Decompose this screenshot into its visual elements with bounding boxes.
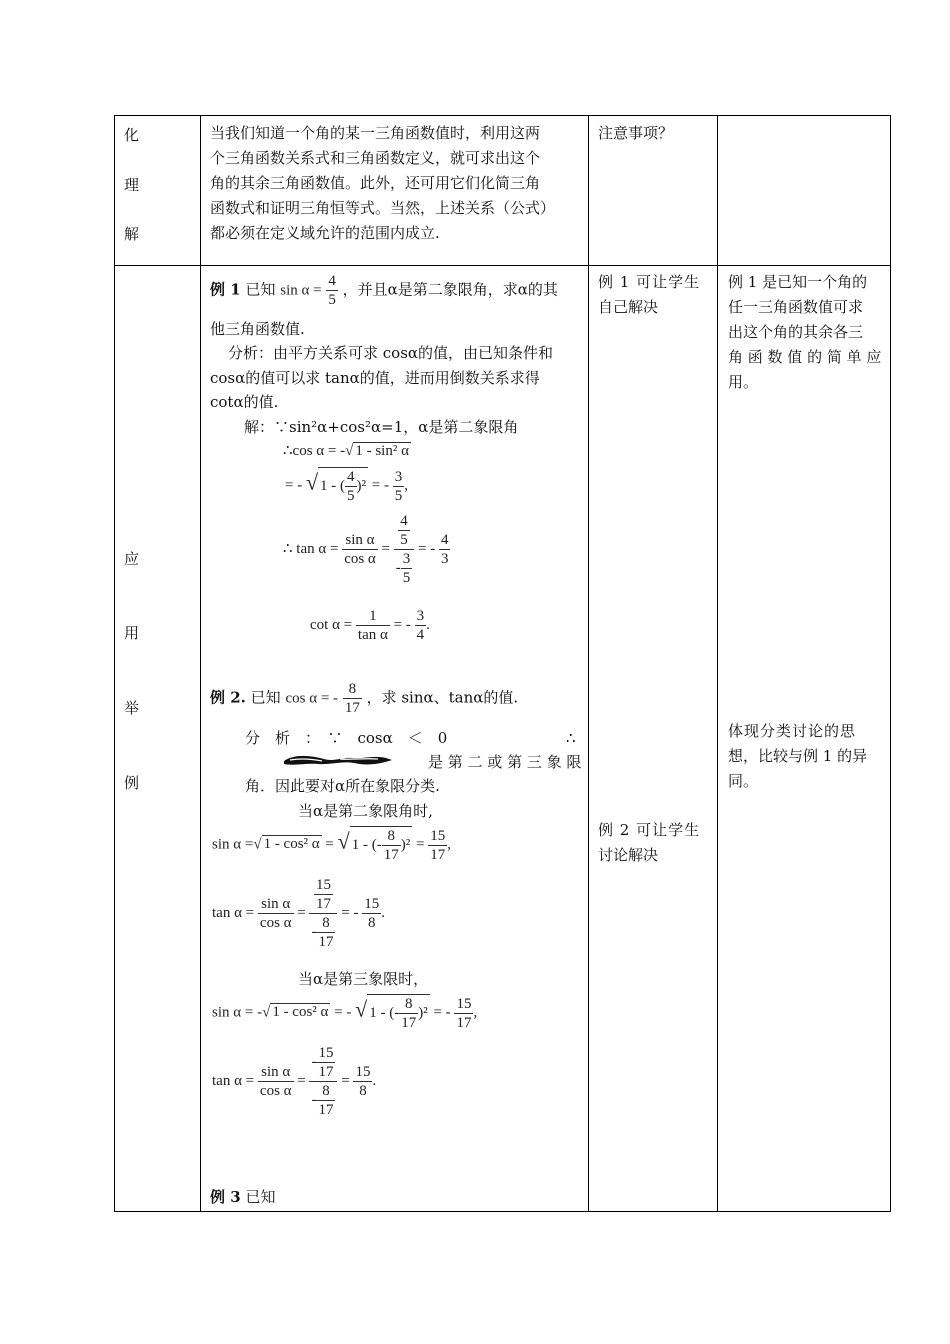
ex2-c3-radical (367, 994, 430, 1032)
ex1-step4-result (415, 607, 427, 644)
ex2-c2-8: 8 (316, 914, 335, 933)
table-border-left (114, 115, 115, 1212)
ex2-c3-cos: cos α (259, 1083, 292, 1099)
ex2-c3-sin-lhs: sin α = - (212, 1004, 263, 1021)
ex1-step3-5: 5 (400, 532, 408, 548)
row1-text-line: 角的其余三角函数值。此外，还可用它们化简三角 (210, 174, 541, 192)
ex1-step4-lhs: cot α = (310, 616, 353, 633)
ex2-ask: ，求 sinα、tanα的值. (366, 688, 519, 707)
ex2-c2-eq: = (325, 836, 334, 853)
ex2-c3-neg-bot: - (311, 1091, 317, 1108)
ex2-c3-frac (399, 995, 418, 1032)
ex2-c2-frac-den: 17 (383, 847, 399, 863)
ex2-statement (210, 680, 518, 717)
ex2-c3-neg-top: - (311, 1053, 317, 1070)
ex1-step3-denom (394, 550, 415, 587)
row1-heading-char: 解 (124, 225, 140, 243)
ex2-c2-frac-num: 8 (382, 827, 401, 846)
ex2-c2-eq2: = (415, 836, 425, 853)
sqrt-icon: √ (345, 443, 354, 459)
ex1-step1-lhs: ∴cos α = - (283, 443, 346, 459)
ex2-c3-15: 15 (318, 1045, 334, 1061)
ex2-c3-tan-eq: = (297, 1072, 306, 1089)
ex2-c2-compound-frac (309, 876, 337, 951)
ex2-c3-neg-eq: = - (334, 1004, 352, 1021)
ex2-c2-frac (382, 827, 401, 864)
ex2-c2-numer (309, 876, 337, 914)
ex2-c2-rad-cos: 1 - cos² α (263, 836, 320, 853)
table-col-divider-3 (717, 115, 718, 1212)
remark-ex2-line: 同。 (728, 772, 759, 790)
row2-heading-char: 举 (124, 699, 140, 717)
row2-heading-char: 应 (124, 550, 140, 568)
ex1-step4-1-over-tan (356, 607, 390, 644)
ex2-c2-8-17 (316, 914, 335, 951)
ex2-c2-result (428, 827, 447, 864)
ex2-c2-dot: . (381, 904, 385, 921)
ex2-case2-head: 当α是第二象限角时, (298, 802, 433, 820)
row1-heading-char: 化 (124, 126, 140, 144)
ex1-step3 (283, 512, 450, 587)
ex1-step2-frac (345, 468, 357, 505)
note-ex2-line: 例 2 可让学生 (598, 821, 701, 839)
row1-text-line: 函数式和证明三角恒等式。当然，上述关系（公式） (210, 199, 556, 217)
ex1-condition-2: 他三角函数值. (210, 320, 305, 338)
ex1-step3-3-5 (401, 550, 413, 587)
ex1-analysis-line: 分析：由平方关系可求 cosα的值，由已知条件和 (228, 344, 554, 362)
ex1-step2-result-den: 5 (394, 487, 403, 504)
ex1-step3-result (439, 531, 451, 568)
ex2-analysis-b: 是 第 二 或 第 三 象 限 (428, 753, 582, 771)
ex2-c2-tan-result (362, 895, 381, 932)
table-col-divider-2 (588, 115, 589, 1212)
ex1-solution-head: 解：∵sin²α+cos²α=1，α是第二象限角 (244, 418, 519, 436)
ex1-step3-3: 3 (402, 551, 411, 567)
ex1-step1 (283, 441, 411, 460)
ex1-step3-neg: - (395, 559, 401, 576)
ex1-step3-4: 4 (400, 513, 408, 529)
ex1-step4-result-num: 3 (416, 608, 425, 624)
row1-text-line: 个三角函数关系式和三角函数定义，就可求出这个 (210, 149, 541, 167)
ex1-step2-num: 4 (347, 469, 355, 485)
ex2-c3-15-17 (316, 1044, 335, 1081)
ex1-step2-lhs: = - (285, 477, 303, 494)
ex2-case2-tan (212, 876, 385, 951)
remark-ex1-line: 任一三角函数值可求 (728, 298, 864, 316)
ex2-c3-8: 8 (316, 1082, 335, 1101)
ex2-c2-15: 15 (315, 877, 331, 893)
table-border-top (114, 115, 891, 116)
sqrt-icon: √ (253, 836, 262, 853)
ex1-analysis-line: cosα的值可以求 tanα的值，进而用倒数关系求得 (210, 369, 540, 387)
ex1-step2-radical (318, 467, 368, 505)
ex2-c3-result (454, 995, 473, 1032)
ex2-c3-sin-over-cos (258, 1063, 294, 1100)
ex2-c2-neg: - (311, 923, 317, 940)
ex1-step4-tan: tan α (357, 627, 388, 643)
ex2-case3-sin (212, 994, 477, 1032)
ex1-condition: ，并且α是第二象限角，求α的其 (342, 280, 558, 299)
ex2-c3-denom (309, 1082, 337, 1119)
ex1-sin-alpha: sin α = (280, 282, 322, 299)
ex2-c3-17: 17 (318, 1064, 334, 1080)
ex1-fraction-4-5 (326, 272, 338, 309)
ex2-c2-tan-lhs: tan α = (212, 904, 255, 921)
ex1-step2-rad-a: 1 - ( (320, 477, 346, 494)
ex2-c2-sin: sin α (258, 895, 294, 914)
ex1-num: 4 (328, 273, 336, 289)
ex2-c3-eq2: = (341, 1072, 350, 1089)
ex3-statement (210, 1188, 275, 1206)
ex2-c3-tan-lhs: tan α = (212, 1072, 255, 1089)
ex2-c3-result-den: 17 (456, 1014, 472, 1031)
ex1-step2-eq: = - (371, 477, 390, 494)
row1-heading-char: 理 (124, 176, 140, 194)
ex1-step3-sin: sin α (342, 531, 378, 550)
ex2-c2-17: 17 (315, 896, 331, 912)
remark-ex1-line: 例 1 是已知一个角的 (728, 273, 868, 291)
ex2-c3-rad-cos: 1 - cos² α (272, 1004, 329, 1021)
ex2-c2-comma: , (447, 836, 451, 853)
ex2-c3-result-num: 15 (456, 995, 472, 1012)
ex2-known: 已知 (250, 688, 281, 707)
ex1-step2-rad-b: )² (356, 477, 367, 494)
ex1-step3-cos: cos α (344, 551, 376, 567)
ex2-c3-comma: , (473, 1004, 478, 1021)
ex1-step2-tail: , (404, 477, 409, 494)
remark-ex1-line: 角 函 数 值 的 简 单 应 (728, 348, 882, 366)
ex1-step2 (285, 467, 408, 505)
table-border-right (890, 115, 891, 1212)
remark-ex2-line: 想，比较与例 1 的异 (728, 747, 868, 765)
ex2-c2-tan-result-den: 8 (367, 915, 376, 931)
ex2-garbled-formula-image (282, 752, 394, 768)
ex1-statement (210, 272, 558, 309)
ex1-step3-sin-over-cos (342, 531, 378, 568)
ex2-c2-eq-neg: = - (341, 904, 359, 921)
ex2-c2-tan-result-num: 15 (364, 896, 380, 912)
sqrt-icon: √ (355, 996, 368, 1022)
ex2-case3-tan (212, 1044, 376, 1119)
row1-text-line: 当我们知道一个角的某一三角函数值时，利用这两 (210, 124, 541, 142)
ex2-c2-sin-over-cos (258, 895, 294, 932)
remark-ex1-line: 出这个角的其余各三 (728, 323, 864, 341)
sqrt-icon: √ (262, 1004, 271, 1021)
ex2-therefore: ∴ (566, 729, 576, 747)
ex2-c3-dot: . (372, 1072, 377, 1089)
ex1-step3-lhs: ∴ tan α = (283, 540, 339, 557)
ex1-step4 (310, 607, 430, 644)
ex3-label: 例 3 (210, 1188, 241, 1206)
ex2-c2-rad-a: 1 - (- (351, 836, 382, 853)
ex2-c3-neg-eq2: = - (433, 1004, 451, 1021)
ex2-c3-sin: sin α (258, 1063, 294, 1082)
ex1-step3-eq-neg: = - (418, 540, 436, 557)
ex1-step3-4-5 (398, 512, 410, 549)
ex2-c3-rad-a: 1 - (- (369, 1004, 400, 1021)
ex1-step3-numer (394, 512, 415, 550)
ex1-step3-result-num: 4 (440, 532, 449, 548)
row2-heading-char: 例 (124, 774, 140, 792)
table-border-bottom (114, 1211, 891, 1212)
ex2-c2-15-17 (314, 876, 333, 913)
note-ex1-line: 自己解决 (598, 298, 659, 316)
ex2-c2-result-den: 17 (430, 846, 446, 863)
sqrt-icon: √ (337, 828, 350, 854)
ex1-step2-result (393, 468, 405, 505)
ex2-c3-rad-b: )² (418, 1004, 428, 1021)
ex2-c3-tan-result-num: 15 (355, 1064, 371, 1080)
remark-ex2-line: 体现分类讨论的思 (728, 722, 857, 740)
ex1-step4-result-den: 4 (416, 627, 425, 643)
table-row-divider (114, 265, 891, 266)
ex2-frac-8-17 (343, 680, 362, 717)
ex1-step1-radicand: 1 - sin² α (355, 443, 409, 459)
ex1-den: 5 (328, 292, 336, 308)
ex2-num: 8 (343, 680, 362, 699)
ex2-c3-8-17 (316, 1082, 335, 1119)
ex2-c3-17b: 17 (318, 1102, 334, 1118)
sqrt-icon: √ (305, 469, 319, 495)
row2-heading-char: 用 (124, 624, 140, 642)
ex2-c2-result-num: 15 (430, 827, 446, 844)
ex2-c2-cos: cos α (259, 915, 292, 931)
ex2-analysis-c: 角．因此要对α所在象限分类. (245, 777, 440, 795)
ex1-step3-result-den: 3 (440, 551, 449, 567)
ex1-step3-5b: 5 (402, 570, 411, 586)
ex1-known: 已知 (245, 280, 276, 299)
row1-text-line: 都必须在定义域允许的范围内成立. (210, 224, 440, 242)
ex2-c2-tan-eq: = (297, 904, 306, 921)
table-col-divider-1 (200, 115, 201, 1212)
ex2-cos-expr: cos α = - (285, 690, 339, 707)
note-ex1-line: 例 1 可让学生 (598, 273, 701, 291)
ex1-analysis-line: cotα的值. (210, 393, 279, 411)
row1-note: 注意事项？ (598, 124, 674, 142)
remark-ex1-line: 用。 (728, 373, 759, 391)
ex2-c2-sin-lhs: sin α = (212, 836, 254, 853)
ex2-c3-tan-result-den: 8 (359, 1083, 367, 1099)
ex2-c2-denom (309, 914, 337, 951)
ex2-c3-tan-result (353, 1063, 372, 1100)
ex2-c2-17b: 17 (318, 934, 334, 950)
ex2-case2-sin (212, 826, 451, 864)
ex2-c3-frac-num: 8 (399, 995, 418, 1014)
ex2-c2-rad-b: )² (400, 836, 411, 853)
ex3-known: 已知 (245, 1188, 276, 1206)
ex1-step3-eq: = (381, 540, 391, 557)
ex2-c3-numer (309, 1044, 337, 1082)
ex2-den: 17 (344, 700, 360, 716)
ex2-c3-compound-frac (309, 1044, 337, 1119)
ex1-label: 例 1 (210, 280, 241, 299)
ex2-c3-frac-den: 17 (401, 1015, 417, 1031)
ex1-step4-tail: . (426, 616, 430, 633)
ex1-step2-den: 5 (347, 488, 355, 504)
ex2-label: 例 2. (210, 688, 246, 707)
ex2-c2-radical (350, 826, 413, 864)
ex1-step3-compound-frac (394, 512, 415, 587)
ex1-step4-one: 1 (356, 607, 390, 626)
ex2-case3-head: 当α是第三象限时， (298, 970, 429, 988)
note-ex2-line: 讨论解决 (598, 846, 659, 864)
ex1-step4-eq-neg: = - (393, 616, 411, 633)
ex2-analysis-a: 分 析 ： ∵ cosα ＜ 0 (245, 729, 448, 747)
ex1-step2-result-num: 3 (394, 468, 403, 485)
